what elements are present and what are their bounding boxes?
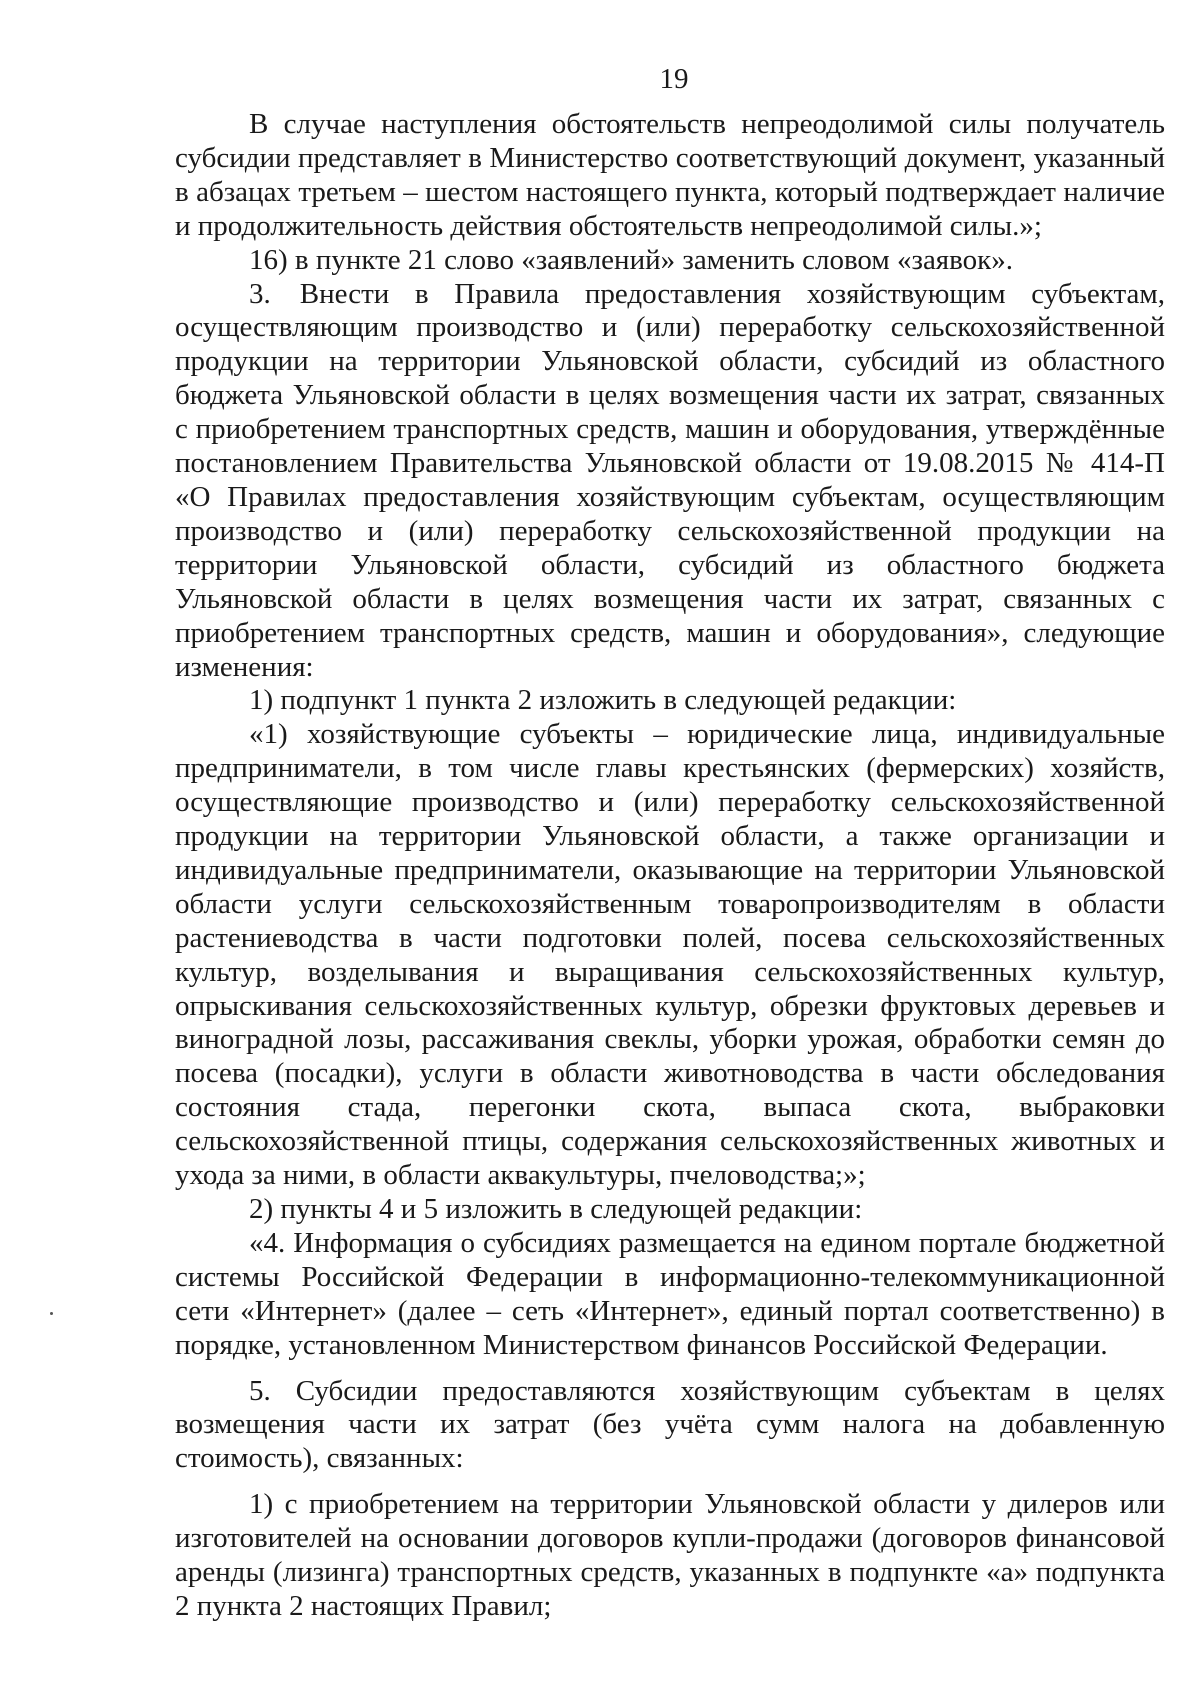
paragraph-subitem-1-text: «1) хозяйствующие субъекты – юридические лица, индивидуальные предприниматели, в том числе главы крестьянских (фермерских) хозяйств, осуществляющие производство и (или) переработку сельскохозяйственной продукции на территории Ульяновской области, а также организации и индивидуальные предприниматели, оказывающие на территории Ульяновской области услуги сельскохозяйственным товаропроизводителям в области растениеводства в части подготовки полей, посева сельскохозяйственных культур, возделывания и выращивания сельскохозяйственных культур, опрыскивания сельскохозяйственных культур, обрезки фруктовых деревьев и виноградной лозы, рассаживания свеклы, уборки урожая, обработки семян до посева (посадки), услуги в области животноводства в части обследования состояния стада, перегонки скота, выпаса скота, выбраковки сельскохозяйственной птицы, содержания сельскохозяйственных животных и ухода за ними, в области аквакультуры, пчеловодства;»;: [175, 718, 1165, 1192]
paragraph-section-3: 3. Внести в Правила предоставления хозяйствующим субъектам, осуществляющим производство и (или) переработку сельскохозяйственной продукции на территории Ульяновской области, субсидий из областного бюджета Ульяновской области в целях возмещения части их затрат, связанных с приобретением транспортных средств, машин и оборудования, утверждённые постановлением Правительства Ульяновской области от 19.08.2015 № 414-П «О Правилах предоставления хозяйствующим субъектам, осуществляющим производство и (или) переработку сельскохозяйственной продукции на территории Ульяновской области, субсидий из областного бюджета Ульяновской области в целях возмещения части их затрат, связанных с приобретением транспортных средств, машин и оборудования», следующие изменения:: [175, 277, 1165, 683]
paragraph-item-16: 16) в пункте 21 слово «заявлений» заменить словом «заявок».: [249, 243, 1013, 276]
paragraph-force-majeure: В случае наступления обстоятельств непреодолимой силы получатель субсидии представляет в Министерство соответствующий документ, указанный в абзацах третьем – шестом настоящего пункта, который подтверждает наличие и продолжительность действия обстоятельств непреодолимой силы.»;: [175, 108, 1165, 242]
scan-artifact-dot: [50, 1312, 53, 1315]
paragraph-subitem-2-intro: 2) пункты 4 и 5 изложить в следующей редакции:: [249, 1193, 863, 1225]
document-body: [175, 108, 1165, 1624]
paragraph-item-5: 5. Субсидии предоставляются хозяйствующим субъектам в целях возмещения части их затрат (без учёта сумм налога на добавленную стоимость), связанных:: [175, 1374, 1165, 1475]
paragraph-item-4: «4. Информация о субсидиях размещается на едином портале бюджетной системы Российской Федерации в информационно-телекоммуникационной сети «Интернет» (далее – сеть «Интернет», единый портал соответственно) в порядке, установленном Министерством финансов Российской Федерации.: [175, 1226, 1165, 1361]
page-number: 19: [659, 63, 689, 95]
paragraph-subitem-1-intro: 1) подпункт 1 пункта 2 изложить в следующей редакции:: [249, 684, 957, 717]
paragraph-item-5-subitem-1: 1) с приобретением на территории Ульяновской области у дилеров или изготовителей на основании договоров купли-продажи (договоров финансовой аренды (лизинга) транспортных средств, указанных в подпункте «а» подпункта 2 пункта 2 настоящих Правил;: [175, 1488, 1165, 1622]
